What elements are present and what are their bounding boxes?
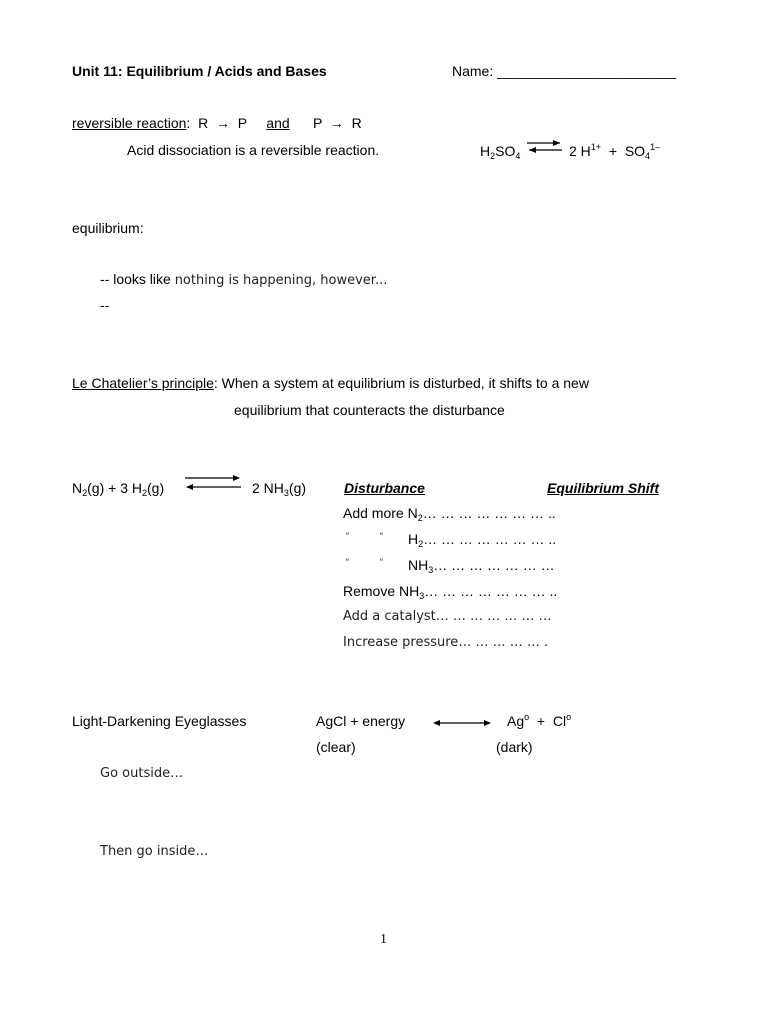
- table-row: “ “ $NH_3\dots$ … … … … … …: [346, 557, 555, 575]
- page-number: 1: [380, 932, 387, 947]
- table-row: Add more $N_2\dots$ … … … … … … ..: [343, 505, 556, 523]
- go-outside-prompt: Go outside…: [100, 766, 184, 781]
- disturbance-column-header: Disturbance: [344, 480, 425, 496]
- right-arrow-icon: →: [212, 115, 234, 131]
- reversible-reaction-line: reversible reaction: R → P and P → R: [72, 115, 362, 131]
- table-row: Add a catalyst… … … … … … …: [343, 609, 552, 624]
- reactant-r: R: [198, 115, 209, 131]
- reactant-r-2: R: [351, 115, 362, 131]
- sulfuric-acid-products: 2 $H^{1+} + SO_4^{1-}$: [569, 142, 661, 161]
- acid-dissociation-note: Acid dissociation is a reversible reaction.: [127, 142, 380, 158]
- equilibrium-arrows-icon: [185, 474, 243, 492]
- equilibrium-bullet-1: -- looks like nothing is happening, however...: [100, 271, 388, 288]
- le-chatelier-line-2: equilibrium that counteracts the disturbance: [234, 402, 505, 418]
- equilibrium-bullet-2: --: [100, 297, 110, 313]
- product-p: P: [237, 115, 247, 131]
- le-chatelier-term: Le Chatelier’s principle: [72, 375, 214, 391]
- eyeglasses-label: Light-Darkening Eyeglasses: [72, 713, 247, 729]
- clear-label: (clear): [316, 739, 356, 755]
- and-word: and: [266, 115, 290, 131]
- haber-product: 2 $NH_3(g)$: [252, 480, 307, 498]
- equilibrium-shift-column-header: Equilibrium Shift: [547, 480, 659, 496]
- silver-chloride-reactants: AgCl + energy: [316, 713, 406, 729]
- right-arrow-icon: →: [325, 115, 348, 131]
- double-arrow-icon: [432, 717, 494, 729]
- reversible-reaction-term: reversible reaction: [72, 115, 187, 131]
- dark-label: (dark): [496, 739, 533, 755]
- table-row: Remove $NH_3\dots$ … … … … … … ..: [343, 583, 558, 601]
- go-inside-prompt: Then go inside…: [100, 844, 209, 859]
- product-p-2: P: [313, 115, 323, 131]
- silver-chloride-products: Ag$^o$ + Cl$^o$: [507, 712, 572, 729]
- table-row: “ “ $H_2\dots$ … … … … … … ..: [346, 531, 557, 549]
- haber-reactants: $N_2(g) + 3$ $H_2(g)$: [72, 480, 165, 498]
- page-title: Unit 11: Equilibrium / Acids and Bases: [72, 63, 327, 79]
- name-field-label: Name: _______________________: [452, 63, 677, 79]
- equilibrium-arrows-icon: [527, 139, 563, 155]
- le-chatelier-line-1: Le Chatelier’s principle: When a system at equilibrium is disturbed, it shifts to a new: [72, 375, 589, 391]
- sulfuric-acid-equation: $H_2SO_4$: [480, 143, 521, 161]
- table-row: Increase pressure… … … … … .: [343, 635, 549, 650]
- equilibrium-term: equilibrium:: [72, 220, 144, 236]
